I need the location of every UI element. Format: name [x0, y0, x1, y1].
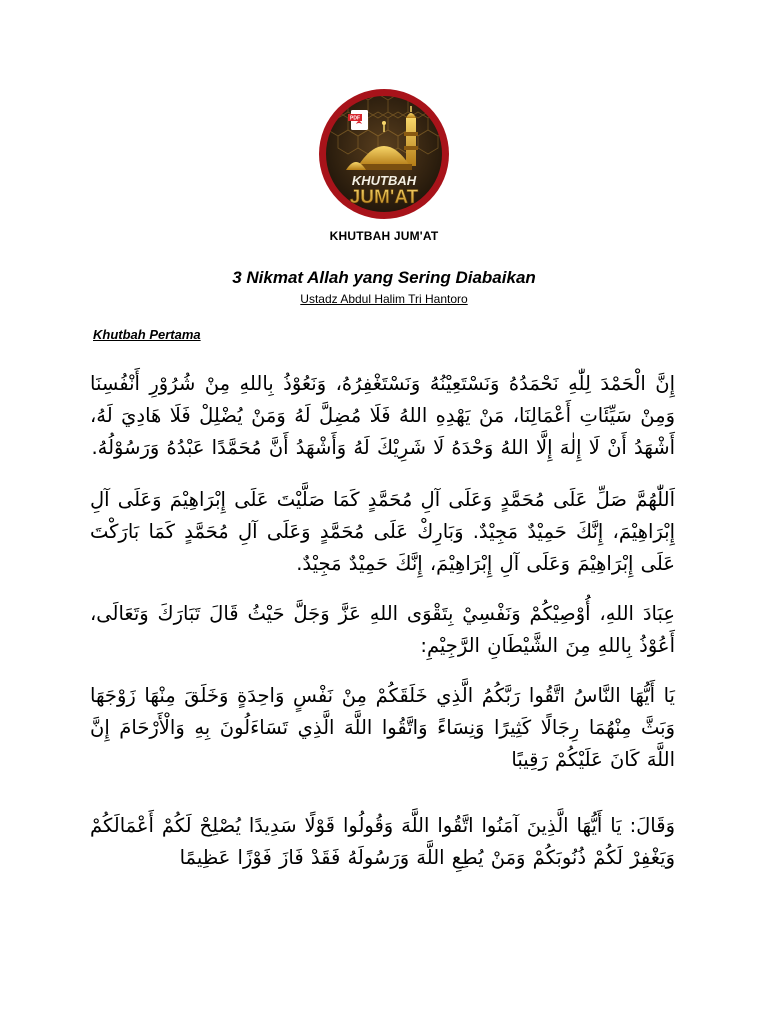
arabic-paragraph-opening: إِنَّ الْحَمْدَ لِلّٰهِ نَحْمَدُهُ وَنَسْتَعِيْنُهُ وَنَسْتَغْفِرُهُ، وَنَعُوْذُ بِاللهِ مِنْ شُرُوْرِ أَنْفُسِنَا وَمِنْ سَيِّئَاتِ أَعْمَالِنَا، مَنْ يَهْدِهِ اللهُ فَلَا مُضِلَّ لَهُ وَمَنْ يُضْلِلْ فَلَا هَادِيَ لَهُ، أَشْهَدُ أَنْ لَا إِلٰهَ إِلَّا اللهُ وَحْدَهُ لَا شَرِيْكَ لَهُ وَأَشْهَدُ أَنَّ مُحَمَّدًا عَبْدُهُ وَرَسُوْلُهُ. [90, 372, 675, 459]
author-link[interactable]: Ustadz Abdul Halim Tri Hantoro [300, 292, 468, 306]
section-title: Khutbah Pertama [93, 327, 201, 342]
arabic-paragraph-shalawat: اَللّٰهُمَّ صَلِّ عَلَى مُحَمَّدٍ وَعَلَى آلِ مُحَمَّدٍ كَمَا صَلَّيْتَ عَلَى إِبْرَاهِيْمَ وَعَلَى آلِ إِبْرَاهِيْمَ، إِنَّكَ حَمِيْدٌ مَجِيْدٌ. وَبَارِكْ عَلَى مُحَمَّدٍ وَعَلَى آلِ مُحَمَّدٍ كَمَا بَارَكْتَ عَلَى إِبْرَاهِيْمَ وَعَلَى آلِ إِبْرَاهِيْمَ، إِنَّكَ حَمِيْدٌ مَجِيْدٌ. [90, 488, 675, 575]
document-label: KHUTBAH JUM'AT [329, 229, 439, 243]
arabic-paragraph-annisa: يَا أَيُّهَا النَّاسُ اتَّقُوا رَبَّكُمُ الَّذِي خَلَقَكُمْ مِنْ نَفْسٍ وَاحِدَةٍ وَخَلَقَ مِنْهَا زَوْجَهَا وَبَثَّ مِنْهُمَا رِجَالًا كَثِيرًا وَنِسَاءً وَاتَّقُوا اللَّهَ الَّذِي تَسَاءَلُونَ بِهِ وَالْأَرْحَامَ إِنَّ اللَّهَ كَانَ عَلَيْكُمْ رَقِيبًا [90, 684, 675, 771]
pdf-badge-text: PDF [350, 115, 360, 122]
page-title: 3 Nikmat Allah yang Sering Diabaikan [232, 268, 536, 287]
logo-line-2: JUM'AT [349, 187, 419, 208]
mosque-logo-icon [318, 88, 450, 220]
khutbah-jumat-logo [318, 88, 450, 220]
arabic-paragraph-wasiat: عِبَادَ اللهِ، أُوْصِيْكُمْ وَنَفْسِيْ بِتَقْوَى اللهِ عَزَّ وَجَلَّ حَيْثُ قَالَ تَبَارَكَ وَتَعَالَى، أَعُوْذُ بِاللهِ مِنَ الشَّيْطَانِ الرَّجِيْمِ: [90, 602, 675, 657]
arabic-paragraph-alahzab: وَقَالَ: يَا أَيُّهَا الَّذِينَ آمَنُوا اتَّقُوا اللَّهَ وَقُولُوا قَوْلًا سَدِيدًا يُصْلِحْ لَكُمْ أَعْمَالَكُمْ وَيَغْفِرْ لَكُمْ ذُنُوبَكُمْ وَمَنْ يُطِعِ اللَّهَ وَرَسُولَهُ فَقَدْ فَازَ فَوْزًا عَظِيمًا [90, 814, 675, 869]
logo-line-1: KHUTBAH [351, 173, 417, 188]
